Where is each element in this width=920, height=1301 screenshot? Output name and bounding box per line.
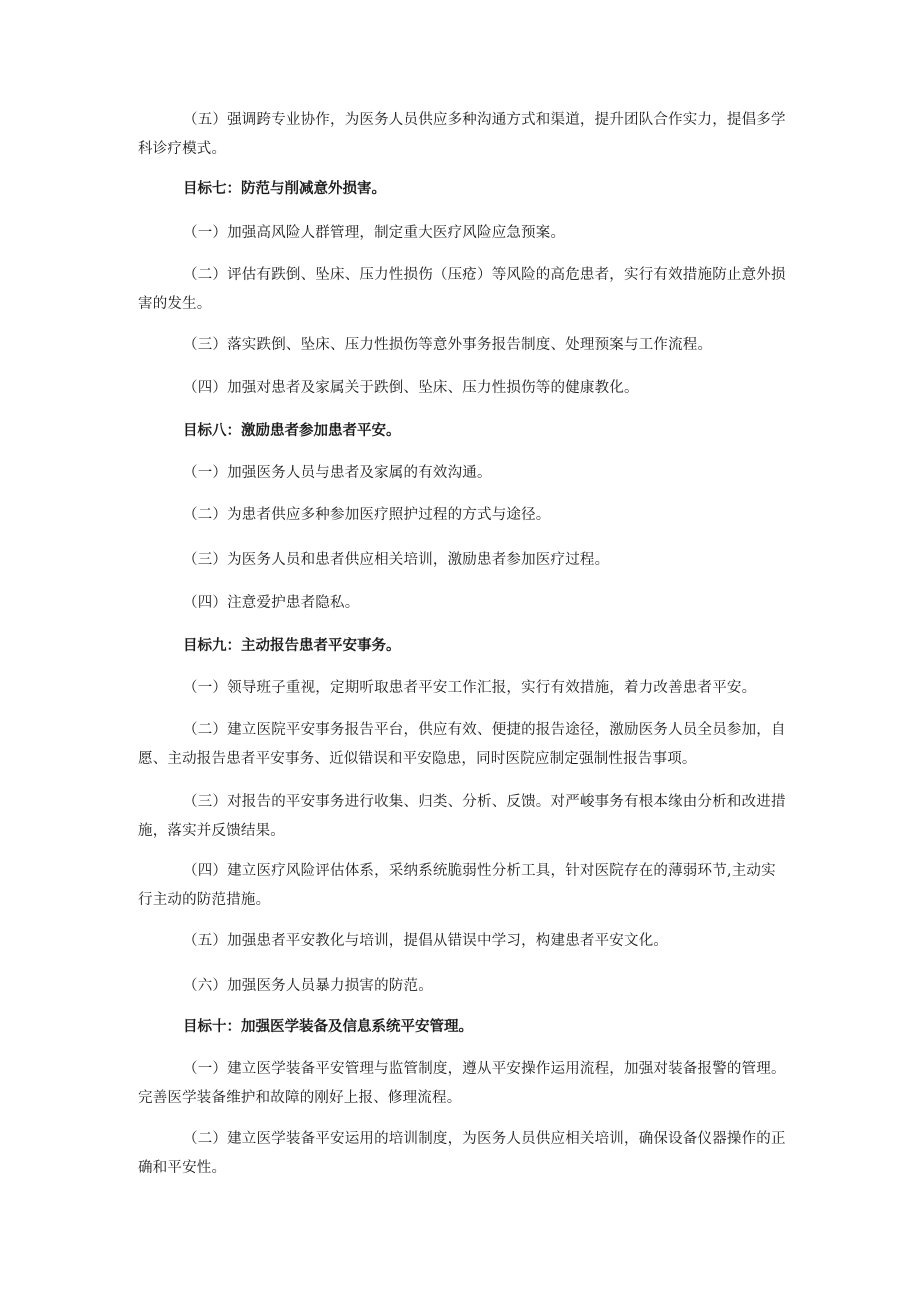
paragraph-assess-risk: （二）评估有跌倒、坠床、压力性损伤（压疮）等风险的高危患者，实行有效措施防止意外损害的发生。: [138, 267, 786, 312]
heading-goal-10: 目标十：加强医学装备及信息系统平安管理。: [183, 1019, 473, 1035]
paragraph-report-platform: （二）建立医院平安事务报告平台，供应有效、便捷的报告途径，激励医务人员全员参加，自愿、主动报告患者平安事务、近似错误和平安隐患，同时医院应制定强制性报告事项。: [138, 722, 786, 767]
paragraph-high-risk: （一）加强高风险人群管理，制定重大医疗风险应急预案。: [183, 225, 566, 241]
paragraph-equipment-management: （一）建立医学装备平安管理与监管制度，遵从平安操作运用流程，加强对装备报警的管理。完善医学装备维护和故障的刚好上报、修理流程。: [138, 1061, 786, 1106]
heading-goal-7: 目标七：防范与削减意外损害。: [183, 181, 386, 197]
paragraph-violence-prevention: （六）加强医务人员暴力损害的防范。: [183, 978, 433, 994]
paragraph-equipment-training: （二）建立医学装备平安运用的培训制度，为医务人员供应相关培训，确保设备仪器操作的正确和平安性。: [138, 1131, 786, 1176]
paragraph-training: （三）为医务人员和患者供应相关培训，激励患者参加医疗过程。: [183, 552, 610, 568]
paragraph-privacy: （四）注意爱护患者隐私。: [183, 595, 360, 611]
paragraph-leadership: （一）领导班子重视，定期听取患者平安工作汇报，实行有效措施，着力改善患者平安。: [183, 680, 757, 696]
paragraph-collaboration: （五）强调跨专业协作，为医务人员供应多种沟通方式和渠道，提升团队合作实力，提倡多学科诊疗模式。: [138, 112, 786, 157]
paragraph-report-system: （三）落实跌倒、坠床、压力性损伤等意外事务报告制度、处理预案与工作流程。: [183, 337, 713, 353]
paragraph-analysis: （三）对报告的平安事务进行收集、归类、分析、反馈。对严峻事务有根本缘由分析和改进措施，落实并反馈结果。: [138, 794, 786, 839]
paragraph-participation: （二）为患者供应多种参加医疗照护过程的方式与途径。: [183, 507, 551, 523]
paragraph-risk-assessment: （四）建立医疗风险评估体系，采纳系统脆弱性分析工具，针对医院存在的薄弱环节,主动实行主动的防范措施。: [138, 863, 776, 908]
heading-goal-8: 目标八：激励患者参加患者平安。: [183, 423, 401, 439]
paragraph-safety-culture: （五）加强患者平安教化与培训，提倡从错误中学习，构建患者平安文化。: [183, 933, 669, 949]
heading-goal-9: 目标九：主动报告患者平安事务。: [183, 638, 401, 654]
paragraph-health-education: （四）加强对患者及家属关于跌倒、坠床、压力性损伤等的健康教化。: [183, 380, 639, 396]
paragraph-communication: （一）加强医务人员与患者及家属的有效沟通。: [183, 465, 492, 481]
